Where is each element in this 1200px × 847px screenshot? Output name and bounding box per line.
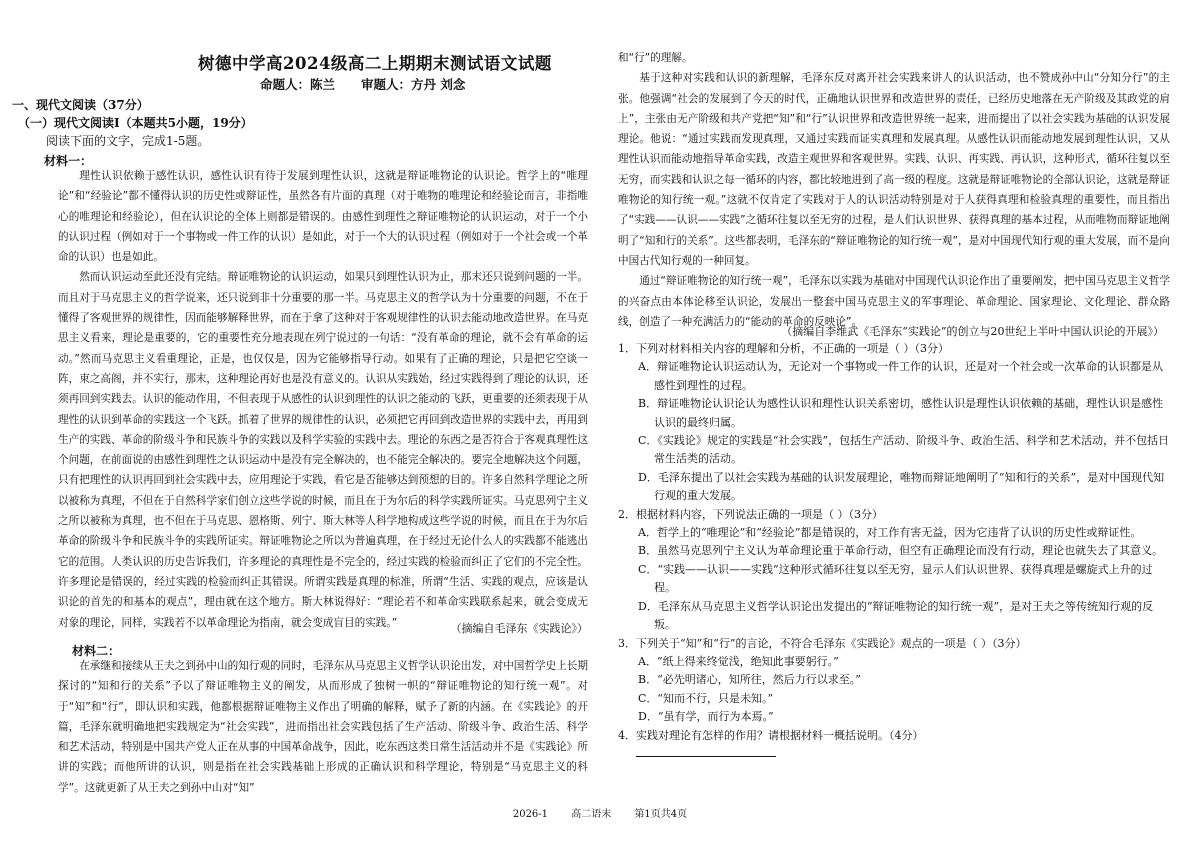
material2-continued [618,48,1170,332]
material2-paragraph: 在承继和接续从王夫之到孙中山的知行观的同时，毛泽东从马克思主义哲学认识论出发，对中国哲学史上长期探讨的“知和行的关系”予以了辩证唯物主义的阐发，从而形成了独树一帜的“辩证唯物论的知行统一观”。对于“知”和“行”，即认识和实践，他都根据辩证唯物主义作出了明确的解释，赋予了新的内涵。在《实践论》的开篇，毛泽东就明确地把实践规定为“社会实践”，进而指出社会实践包括了生产活动、阶级斗争、政治生活、科学和艺术活动，特别是中国共产党人正在从事的中国革命战争，因此，吃东西这类日常生活活动并不是《实践论》所讲的实践；而他所讲的认识，则是指在社会实践基础上形成的正确认识和科学理论，特别是“马克思主义的科学”。这就更新了从王夫之到孙中山对“知” [58,660,588,794]
material2-body [58,656,588,798]
footer-subject: 高二语末 [571,809,612,820]
section-heading: 一、现代文阅读（37分） [12,98,149,112]
option-c: C．《实践论》规定的实践是“社会实践”，包括生产活动、阶级斗争、政治生活、科学和艺术活动，并不包括日常生活类的活动。 [638,434,1170,466]
page-footer [0,805,1200,820]
question-4 [618,727,1170,764]
material1-paragraph: 理性认识依赖于感性认识，感性认识有待于发展到理性认识，这就是辩证唯物论的认识论。哲学上的“唯理论”和“经验论”都不懂得认识的历史性或辩证性，虽然各有片面的真理（对于唯物的唯理论和经验论而言，非指唯心的唯理论和经验论），但在认识论的全体上则都是错误的。由感性到理性之辩证唯物论的认识运动，对于一个小的认识过程（例如对于一个事物或一件工作的认识）是如此，对于一个大的认识过程（例如对于一个社会或一个革命的认识）也是如此。 [58,170,588,264]
option-d: D．“虽有学，而行为本焉。” [638,710,774,724]
question-3 [618,635,1170,727]
exam-title: 树德中学高2024级高二上期期末测试语文试题 [198,54,552,73]
option-c: C．“实践——认识——实践”这种形式循环往复以至无穷，显示人们认识世界、获得真理是螺旋式上升的过程。 [638,562,1153,595]
option-a: A．辩证唯物论认识运动认为，无论对一个事物或一件工作的认识，还是对一个社会或一次革命的认识都是从感性到理性的过程。 [638,360,1163,392]
option-d: D．毛泽东从马克思主义哲学认识论出发提出的“辩证唯物论的知行统一观”，是对王夫之等传统知行观的反叛。 [638,599,1154,632]
question-stem: 2．根据材料内容，下列说法正确的一项是（ ）（3分） [618,507,883,521]
option-a: A．哲学上的“唯理论”和“经验论”都是错误的，对工作有害无益，因为它违背了认识的历史性或辩证性。 [638,526,1142,540]
option-a: A．“纸上得来终觉浅，绝知此事要躬行。” [638,654,839,668]
footer-page: 第1页共4页 [634,809,688,820]
material2-continuation: 和“行”的理解。 [618,52,693,64]
questions [618,340,1170,763]
instruction: 阅读下面的文字，完成1-5题。 [46,134,210,148]
option-b: B．“必先明诸心，知所往，然后力行以求至。” [638,673,861,687]
material1-label: 材料一： [44,154,93,168]
exam-authors [260,75,491,93]
option-d: D．毛泽东提出了以社会实践为基础的认识发展理论，唯物而辩证地阐明了“知和行的关系”，是对中国现代知行观的重大发展。 [638,470,1165,503]
reviewer: 审题人：方丹 刘念 [361,77,466,92]
subsection-info: （本题共5小题，19分） [119,116,253,130]
footer-date: 2026-1 [512,809,549,820]
option-c: C．“知而不行，只是未知。” [638,691,774,705]
answer-line[interactable] [636,746,776,757]
question-2 [618,506,1170,635]
question-stem: 1．下列对材料相关内容的理解和分析，不正确的一项是（ ）（3分） [618,342,949,355]
material1-body [58,166,588,633]
setter: 命题人：陈兰 [260,77,336,92]
question-stem: 4．实践对理论有怎样的作用？请根据材料一概括说明。（4分） [618,728,924,742]
option-b: B．辩证唯物论认识论认为感性认识和理性认识关系密切，感性认识是理性认识依赖的基础，理性认识是感性认识的最终归属。 [638,397,1164,429]
material1-source: （摘编自毛泽东《实践论》） [450,622,588,635]
material2-paragraph: 基于这种对实践和认识的新理解，毛泽东反对离开社会实践来讲人的认识活动，也不赞成孙中山“分知分行”的主张。他强调“社会的发展到了今天的时代，正确地认识世界和改造世界的责任，已经历史地落在无产阶级及其政党的肩上”，主张由无产阶级和共产党把“知”和“行”认识世界和改造世界统一起来，进而提出了以社会实践为基础的认识发展理论。他说：“通过实践而发现真理，又通过实践而证实真理和发展真理。从感性认识而能动地发展到理性认识，又从理性认识而能动地指导革命实践，改造主观世界和客观世界。实践、认识、再实践、再认识，这种形式，循环往复以至无穷，而实践和认识之每一循环的内容，都比较地进到了高一级的程度。这就是辩证唯物论的全部认识论，这就是辩证唯物论的知行统一观。”这就不仅肯定了实践对于人的认识活动特别是对于人获得真理和检验真理的重要性，而且指出了“实践——认识——实践”之循环往复以至无穷的过程，是人们认识世界、获得真理的基本过程，从而唯物而辩证地阐明了“知和行的关系”。这些都表明，毛泽东的“辩证唯物论的知行统一观”，是对中国现代知行观的重大发展，而不是向中国古代知行观的一种回复。 [618,72,1170,267]
question-1 [618,340,1170,506]
subsection-heading [18,114,253,131]
material2-label: 材料二： [72,644,121,658]
material2-source: （摘编自李维武《毛泽东“实践论”的创立与20世纪上半叶中国认识论的开展》） [781,325,1164,338]
option-b: B．虽然马克思列宁主义认为革命理论重于革命行动，但空有正确理论而没有行动，理论也就失去了其意义。 [638,544,1164,558]
material1-paragraph: 然而认识运动至此还没有完结。辩证唯物论的认识运动，如果只到理性认识为止，那末还只说到问题的一半。而且对于马克思主义的哲学说来，还只说到非十分重要的那一半。马克思主义的哲学认为十分重要的问题，不在于懂得了客观世界的规律性，因而能够解释世界，而在于拿了这种对于客观规律性的认识去能动地改造世界。在马克思主义看来，理论是重要的，它的重要性充分地表现在列宁说过的一句话：“没有革命的理论，就不会有革命的运动。”然而马克思主义看重理论，正是，也仅仅是，因为它能够指导行动。如果有了正确的理论，只是把它空谈一阵，束之高阁，并不实行，那末，这种理论再好也是没有意义的。认识从实践始，经过实践得到了理论的认识，还须再回到实践去。认识的能动作用，不但表现于从感性的认识到理性的认识之能动的飞跃，更重要的还须表现于从理性的认识到革命的实践这一个飞跃。抓着了世界的规律性的认识，必须把它再回到改造世界的实践中去，再用到生产的实践、革命的阶级斗争和民族斗争的实践以及科学实验的实践中去。理论的东西之是否符合于客观真理性这个问题，在前面说的由感性到理性之认识运动中是没有完全解决的，也不能完全解决的。要完全地解决这个问题，只有把理性的认识再回到社会实践中去，应用理论于实践，看它是否能够达到预想的目的。许多自然科学理论之所以被称为真理，不但在于自然科学家们创立这些学说的时候，而且在于为尔后的科学实践所证实。马克思列宁主义之所以被称为真理，也不但在于马克思、恩格斯、列宁、斯大林等人科学地构成这些学说的时候，而且在于为尔后革命的阶级斗争和民族斗争的实践所证实。辩证唯物论之所以为普遍真理，在于经过无论什么人的实践都不能逃出它的范围。人类认识的历史告诉我们，许多理论的真理性是不完全的，经过实践的检验而纠正了它们的不完全性。许多理论是错误的，经过实践的检验而纠正其错误。所谓实践是真理的标准，所谓“生活、实践的观点，应该是认识论的首先的和基本的观点”，理由就在这个地方。斯大林说得好：“理论若不和革命实践联系起来，就会变成无对象的理论，同样，实践若不以革命理论为指南，就会变成盲目的实践。” [58,271,588,629]
subsection-number: （一）现代文阅读Ⅰ [18,116,120,130]
material2-paragraph: 通过“辩证唯物论的知行统一观”，毛泽东以实践为基础对中国现代认识论作出了重要阐发，把中国马克思主义哲学的兴奋点由本体论移至认识论，发展出一整套中国马克思主义的军事理论、革命理论、国家理论、文化理论、群众路线，创造了一种充满活力的“能动的革命的反映论”。 [618,275,1170,328]
question-stem: 3．下列关于“知”和“行”的言论，不符合毛泽东《实践论》观点的一项是（ ）（3分） [618,636,1027,650]
